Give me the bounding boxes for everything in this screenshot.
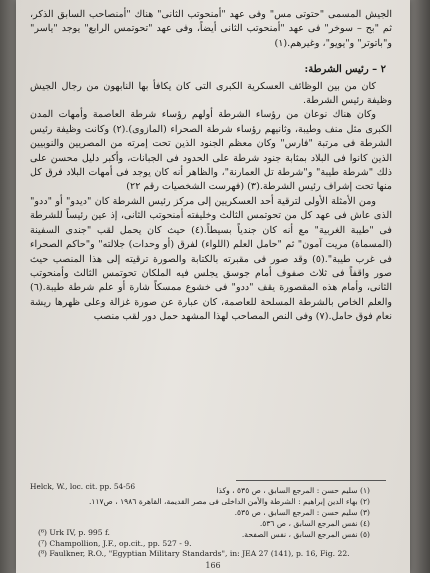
footnote: (٢) بهاء الدين إبراهيم : الشرطة والأمن الداخلى فى مصر القديمة، القاهرة ١٩٨٦ ، ص١١٧. — [88, 497, 370, 506]
paragraph-intro: الجيش المسمى "حتوتى مس" وفى عهد "أمنحوتب الثانى" هناك "أمنصاحب السابق الذكر، ثم "بح – سوخر" فى عهد "أمنحوتب الثانى أيضاً، وفى عهد "تحوتمس الرابع" يوجد "ياسر" و"باتوتر" و"يويو"، وغيرهم.(١) — [30, 9, 392, 49]
paragraph: كان من بين الوظائف العسكرية الكبرى التى كان يكافأ بها النابهون من رجال الجيش وظيفة رئيس الشرطة. — [30, 80, 392, 107]
footnote: (١) سليم حسن : المرجع السابق ، ص ٥٣٥ ، وكذا — [216, 486, 370, 495]
main-text — [30, 8, 392, 325]
footnote-divider — [236, 480, 386, 481]
paragraph: ومن الأمثلة الأولى لترقية أحد العسكريين إلى مركز رئيس الشرطة كان "ديدو" أو "ددو" الذى عاش فى عهد كل من تحوتمس الثالث وخليفته أمنحوتب الثانى، إذ عين رئيساً للشرطة فى "طيبة الغربية" مع أنه كان جندياً بسيطاً.(٤) حيث كان يحمل لقب "جندى السفينة (المسماة) مريت آمون" ثم "حامل العلم (اللواء) لفرق (أو وحدات) جلالته" و"حاكم الصحراء فى غرب طيبة".(٥) وقد صور فى مقبرته بالكتابة والصورة ترقيته إلى هذا المنصب حيث صور واقفاً فى ثلاث صفوف أمام جوسق يجلس فيه الملكان تحوتمس الثالث وأمنحوتب الثانى، وأمام هذه المقصورة يقف "ددو" فى خشوع ممسكاً شارة أو علم شرطة طيبة.(٦) والعلم الخاص بالشرطة المسلحة للعاصمة، كان عبارة عن صورة غزالة وعلى ظهرها ريشة نعام فوق حامل.(٧) وفى النص المصاحب لهذا المشهد حمل دور لقب منصب — [30, 195, 392, 323]
footnote: (٥) نفس المرجع السابق ، نفس الصفحة. — [241, 530, 370, 539]
section-heading: ٢ – رئيس الشرطة: — [304, 64, 386, 76]
footnote: (⁸) Faulkner, R.O., "Egyptian Military Standards", in: JEA 27 (141), p. 16, Fig. 22. — [38, 549, 350, 558]
page-number: 166 — [205, 561, 221, 570]
latin-footnotes — [38, 528, 368, 560]
latin-reference-top: Helck, W., loc. cit. pp. 54-56 — [30, 482, 136, 491]
footnote: (٣) سليم حسن : المرجع السابق ، ص ٥٣٥. — [234, 508, 370, 517]
footnote: (٤) نفس المرجع السابق ، ص ٥٣٦. — [259, 519, 370, 528]
paragraph: وكان هناك نوعان من رؤساء الشرطة أولهم رؤساء شرطة العاصمة وأمهات المدن الكبرى مثل منف وطيبة، وثانيهم رؤساء شرطة الصحراء (المازوى).(٢) وكانت وظيفة رئيس الشرطة فى مرتبة "فارس" وكان معظم الجنود الذين تحت إمرته من المصريين والنوبيين الذين كانوا فى البلاد بمثابة جنود شرطة على الحدود فى الجبانات، وأكبر دليل محسن على ذلك "شرطة طيبة" و"شرطة تل العمارنة"، والظاهر أنه كان يوجد فى أمهات البلاد فرق كل منها تحت إشراف رئيس الشرطة.(٣) (فهرست الشخصيات رقم ٢٢) — [30, 109, 392, 193]
footnote: (⁶) Urk IV, p. 995 f. — [38, 528, 110, 537]
book-page — [16, 0, 410, 573]
footnote: (⁷) Champollion, J.F., op.cit., pp. 527 - 9. — [38, 538, 192, 548]
book-edge-shadow — [410, 0, 430, 573]
